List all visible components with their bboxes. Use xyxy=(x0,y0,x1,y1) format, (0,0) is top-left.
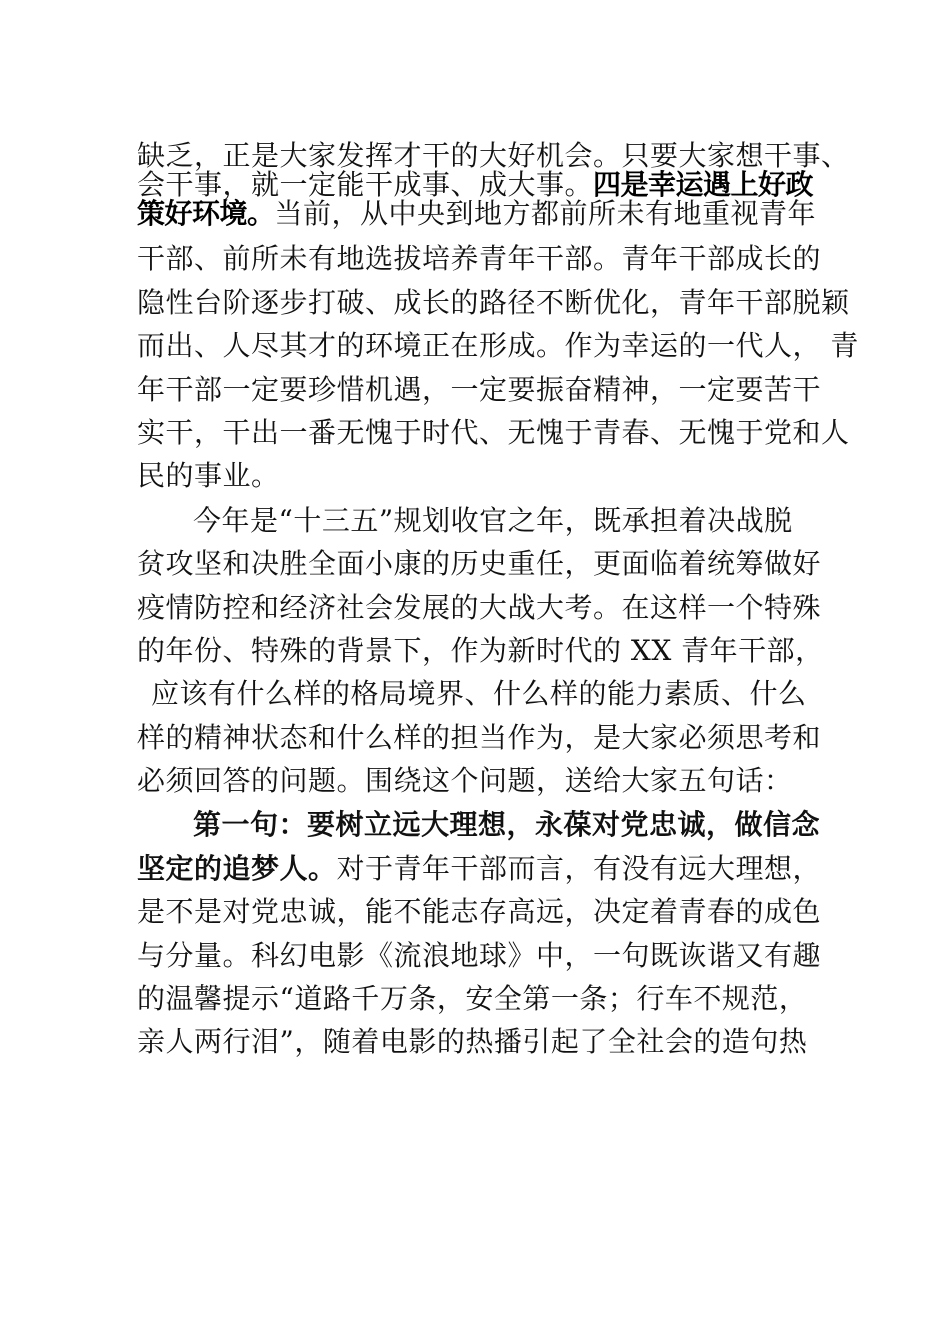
bold-heading-span: 坚定的追梦人。 xyxy=(137,852,337,885)
text-line: 缺乏，正是大家发挥才干的大好机会。只要大家想干事、 xyxy=(137,139,850,172)
text-line: 隐性台阶逐步打破、成长的路径不断优化，青年干部脱颖 xyxy=(137,286,850,319)
text-line: 年干部一定要珍惜机遇，一定要振奋精神，一定要苦干 xyxy=(137,373,822,406)
section-heading-line xyxy=(137,809,893,841)
text-line: 民的事业。 xyxy=(137,459,280,492)
text-line: 与分量。科幻电影《流浪地球》中，一句既诙谐又有趣 xyxy=(137,939,822,972)
text-line: 而出、人尽其才的环境正在形成。作为幸运的一代人， 青 xyxy=(137,329,859,362)
text-line: 贫攻坚和决胜全面小康的历史重任，更面临着统筹做好 xyxy=(137,547,822,580)
text-line: 应该有什么样的格局境界、什么样的能力素质、什么 xyxy=(151,677,807,710)
text-line: 的温馨提示“道路千万条，安全第一条；行车不规范， xyxy=(137,982,808,1015)
text-span: 当前，从中央到地方都前所未有地重视青年 xyxy=(274,197,817,230)
text-line: 样的精神状态和什么样的担当作为，是大家必须思考和 xyxy=(137,721,822,754)
text-line: 必须回答的问题。围绕这个问题，送给大家五句话： xyxy=(137,764,793,797)
text-line: 的年份、特殊的背景下，作为新时代的 XX 青年干部， xyxy=(137,634,824,667)
bold-heading-span: 策好环境。 xyxy=(137,197,275,230)
text-line xyxy=(137,198,837,230)
text-line: 实干，干出一番无愧于时代、无愧于青春、无愧于党和人 xyxy=(137,416,850,449)
paragraph-first-line: 今年是“十三五”规划收官之年，既承担着决战脱 xyxy=(193,504,793,537)
bold-heading-span: 第一句：要树立远大理想，永葆对党忠诚，做信念 xyxy=(193,808,821,841)
text-line xyxy=(137,853,837,885)
text-line: 是不是对党忠诚，能不能志存高远，决定着青春的成色 xyxy=(137,895,822,928)
text-line: 疫情防控和经济社会发展的大战大考。在这样一个特殊 xyxy=(137,591,822,624)
bold-heading-span: 四是幸运遇上好政 xyxy=(593,168,814,201)
text-line: 亲人两行泪”，随着电影的热播引起了全社会的造句热 xyxy=(137,1025,808,1058)
text-span: 会干事，就一定能干成事、成大事。 xyxy=(137,168,594,201)
text-line: 干部、前所未有地选拔培养青年干部。青年干部成长的 xyxy=(137,242,822,275)
text-span: 对于青年干部而言，有没有远大理想， xyxy=(336,852,822,885)
